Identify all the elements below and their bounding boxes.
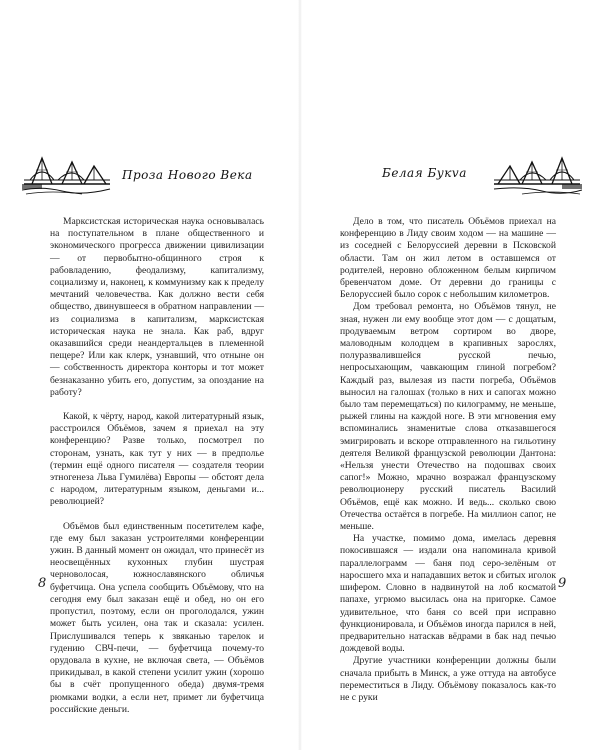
paragraph: Другие участники конференции должны были сначала прибыть в Минск, а уже оттуда на автобусе переместиться в Лиду. Объёмову показалось как-то не с руки (340, 655, 556, 703)
bridge-sketch-icon (492, 150, 582, 195)
right-body-text (340, 216, 556, 704)
paragraph: Марксистская историческая наука основывалась на поступательном в плане общественного и экономического прогресса движении цивилизации — от первобытно-общинного строя к рабовладению, феодализму, капитализму, социализму и, наконец, к коммунизму как к пределу мечтаний человечества. Как должно вести себя общество, двинувшееся в обратном направлении — из социализма в капитализм, марксистская историческая наука не знала. Как раб, вдруг оказавшийся среди неандертальцев в племенной пещере? Или как клерк, узнавший, что отныне он — собственность директора конторы и тот может безнаказанно убить его, допустим, за опоздание на работу? (50, 216, 264, 398)
paragraph: Какой, к чёрту, народ, какой литературный язык, расстроился Объёмов, зачем я приехал на эту конференцию? Разве только, посмотрел по сторонам, узнать, как тут у них — в предполье (термин ещё одного писателя — создателя теории этногенеза Льва Гумилёва) Европы — обстоят дела с народом, литературным языком, деньгами и... революцией? (50, 411, 264, 508)
left-body-text (50, 216, 264, 716)
paragraph: Объёмов был единственным посетителем кафе, где ему был заказан устроителями конференции ужин. В данный момент он ожидал, что принесёт из неосвещённых кухонных глубин шустрая черноволосая, южнославянского обличья буфетчица. Она успела сообщить Объёмову, что на сегодня ему был заказан ещё и обед, но он его пропустил, поэтому, если он проголодался, ужин может быть усилен, она так и сказала: усилен. Прислушивался теперь к звяканью тарелок и гудению СВЧ-печи, — буфетчица почему-то орудовала в кухне, не включая света, — Объёмов прикидывал, в какой степени усилит ужин (хорошо бы в счёт пропущенного обеда) двумя-тремя рюмками водки, а если нет, примет ли буфетчица российские деньги. (50, 520, 264, 715)
page-number: 8 (38, 576, 47, 591)
running-title: Белая Букva (382, 166, 467, 180)
bridge-sketch-icon (22, 150, 112, 195)
left-page-header (22, 150, 282, 195)
right-page (300, 0, 600, 750)
paragraph: Дело в том, что писатель Объёмов приехал на конференцию в Лиду своим ходом — на машине — из соседней с Белоруссией деревни в Псковской области. Там он жил летом в оставшемся от родителей, неровно обложенном белым кирпичом бревенчатом доме. От деревни до границы с Белоруссией было сорок с небольшим километров. (340, 216, 556, 301)
paragraph: Дом требовал ремонта, но Объёмов тянул, не зная, нужен ли ему вообще этот дом — с дощатым, продуваемым ветром сортиром во дворе, маловодным колодцем в крапивных зарослях, полуразвалившейся русской печью, непросыхающим, чавкающим глиной погребом? Каждый раз, вылезая из пасти погреба, Объёмов выносил на галошах (только в них и сапогах можно было там перемещаться) по килограмму, не меньше, рыжей глины на каждой ноге. В эти мгновения ему вспоминались знаменитые слова отказавшегося эмигрировать и вскоре отправленного на гильотину деятеля Великой французской революции Дантона: «Нельзя унести Отечество на подошвах своих сапог!» Можно, мрачно возражал французскому революционеру русский писатель Василий Объёмов, ещё как можно. И ведь... сколько свою Отечества остаётся в погребе. На миллион сапог, не меньше. (340, 301, 556, 533)
paragraph: На участке, помимо дома, имелась деревня покосившаяся — издали она напоминала кривой параллелограмм — баня под серо-зелёным от наросшего мха и нападавших веток и сбитых иголок шифером. Словно в надвинутой на лоб косматой папахе, угрюмо высилась она на пригорке. Самое удивительное, что баня со всей при исправно функционировала, и Объёмов иногда парился в ней, предварительно натаскав вёдрами в бак над печью дождевой воды. (340, 533, 556, 655)
right-page-header (322, 150, 582, 195)
running-title: Проза Нового Века (122, 168, 253, 182)
page-number: 9 (558, 576, 567, 591)
